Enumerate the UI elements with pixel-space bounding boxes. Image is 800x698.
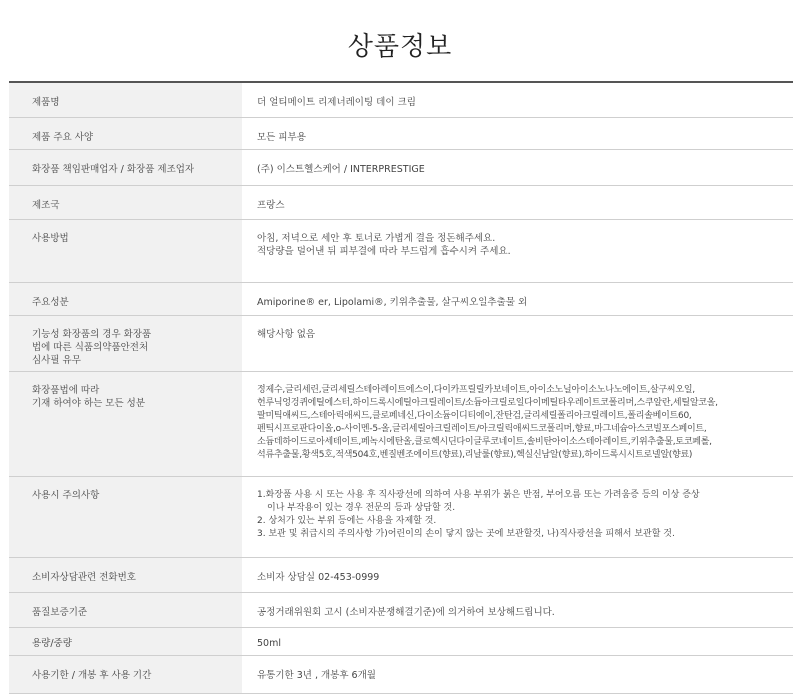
row-value: 50ml [242, 627, 793, 655]
table-row [9, 117, 793, 149]
row-value: 공정거래위원회 고시 (소비자분쟁해결기준)에 의거하여 보상해드립니다. [242, 592, 793, 627]
table-row [9, 627, 793, 655]
table-row [9, 655, 793, 693]
row-label: 기능성 화장품의 경우 화장품 법에 따른 식품의약품안전처 심사필 유무 [9, 315, 242, 371]
table-row [9, 282, 793, 315]
row-label: 소비자상담관련 전화번호 [9, 557, 242, 592]
row-value: 프랑스 [242, 185, 793, 219]
row-value: 유통기한 3년 , 개봉후 6개월 [242, 655, 793, 693]
table-row [9, 149, 793, 185]
table-row [9, 371, 793, 476]
row-value: 더 얼티메이트 리제너레이팅 데이 크림 [242, 82, 793, 117]
table-row [9, 185, 793, 219]
table-row [9, 592, 793, 627]
row-value: (주) 이스트헬스케어 / INTERPRESTIGE [242, 149, 793, 185]
page-title: 상품정보 [347, 32, 453, 62]
row-label: 사용시 주의사항 [9, 476, 242, 557]
row-label: 제조국 [9, 185, 242, 219]
row-label: 제품명 [9, 82, 242, 117]
row-value: 정제수,글리세린,글리세릴스테아레이트에스이,다이카프릴릴카보네이트,아이소노닐아이소노나노에이트,살구씨오일, 헌루닉엉겅퀴에틸에스터,하이드록시에틸아크릴레이트/소듐아크릴로일다이메틸타우레이트코폴리머,스쿠알란,세틸알코올, 팔미틱애씨드,스테아릭애씨드,클로페네신,다이소듐이디티에이,잔탄검,글리세릴폴리아크릴레이트,폴리솔베이트60, 펜틱시프로판다이올,o-사이멘-5-올,글리세릴아크릴레이트/아크릴릭애씨드코폴리머,향료,마그네슘아스코빌포스페이트, 소듐데하이드로아세테이트,페녹시에탄올,클로헥시딘다이글루코네이트,솔비탄아이소스테아레이트,키위추출물,토코페롤, 석류추출물,황색5호,적색504호,벤질벤조에이트(향료),리날룰(향료),헥실신남알(향료),하이드록시시트로넬알(향료) [242, 371, 793, 476]
row-label: 사용방법 [9, 219, 242, 282]
table-row [9, 476, 793, 557]
table-row [9, 315, 793, 371]
row-label: 품질보증기준 [9, 592, 242, 627]
table-row [9, 557, 793, 592]
row-label: 사용기한 / 개봉 후 사용 기간 [9, 655, 242, 693]
row-value: 해당사항 없음 [242, 315, 793, 371]
row-label: 제품 주요 사양 [9, 117, 242, 149]
row-value: 아침, 저녁으로 세안 후 토너로 가볍게 결을 정돈해주세요. 적당량을 덜어낸 뒤 피부결에 따라 부드럽게 흡수시켜 주세요. [242, 219, 793, 282]
row-value: 모든 피부용 [242, 117, 793, 149]
row-value: Amiporine® er, Lipolami®, 키위추출물, 살구씨오일추출물 외 [242, 282, 793, 315]
row-label: 화장품법에 따라 기재 하여야 하는 모든 성분 [9, 371, 242, 476]
row-label: 화장품 책임판매업자 / 화장품 제조업자 [9, 149, 242, 185]
product-info-table [9, 81, 793, 694]
table-row [9, 82, 793, 117]
row-value: 소비자 상담실 02-453-0999 [242, 557, 793, 592]
row-label: 용량/중량 [9, 627, 242, 655]
table-row [9, 219, 793, 282]
row-label: 주요성분 [9, 282, 242, 315]
row-value: 1.화장품 사용 시 또는 사용 후 직사광선에 의하여 사용 부위가 붉은 반점, 부어오름 또는 가려움증 등의 이상 증상 이나 부작용이 있는 경우 전문의 등과 상담할 것. 2. 상처가 있는 부위 등에는 사용을 자제할 것. 3. 보관 및 취급시의 주의사항 가)어린이의 손이 닿지 않는 곳에 보관할것, 나)직사광선을 피해서 보관할 것. [242, 476, 793, 557]
